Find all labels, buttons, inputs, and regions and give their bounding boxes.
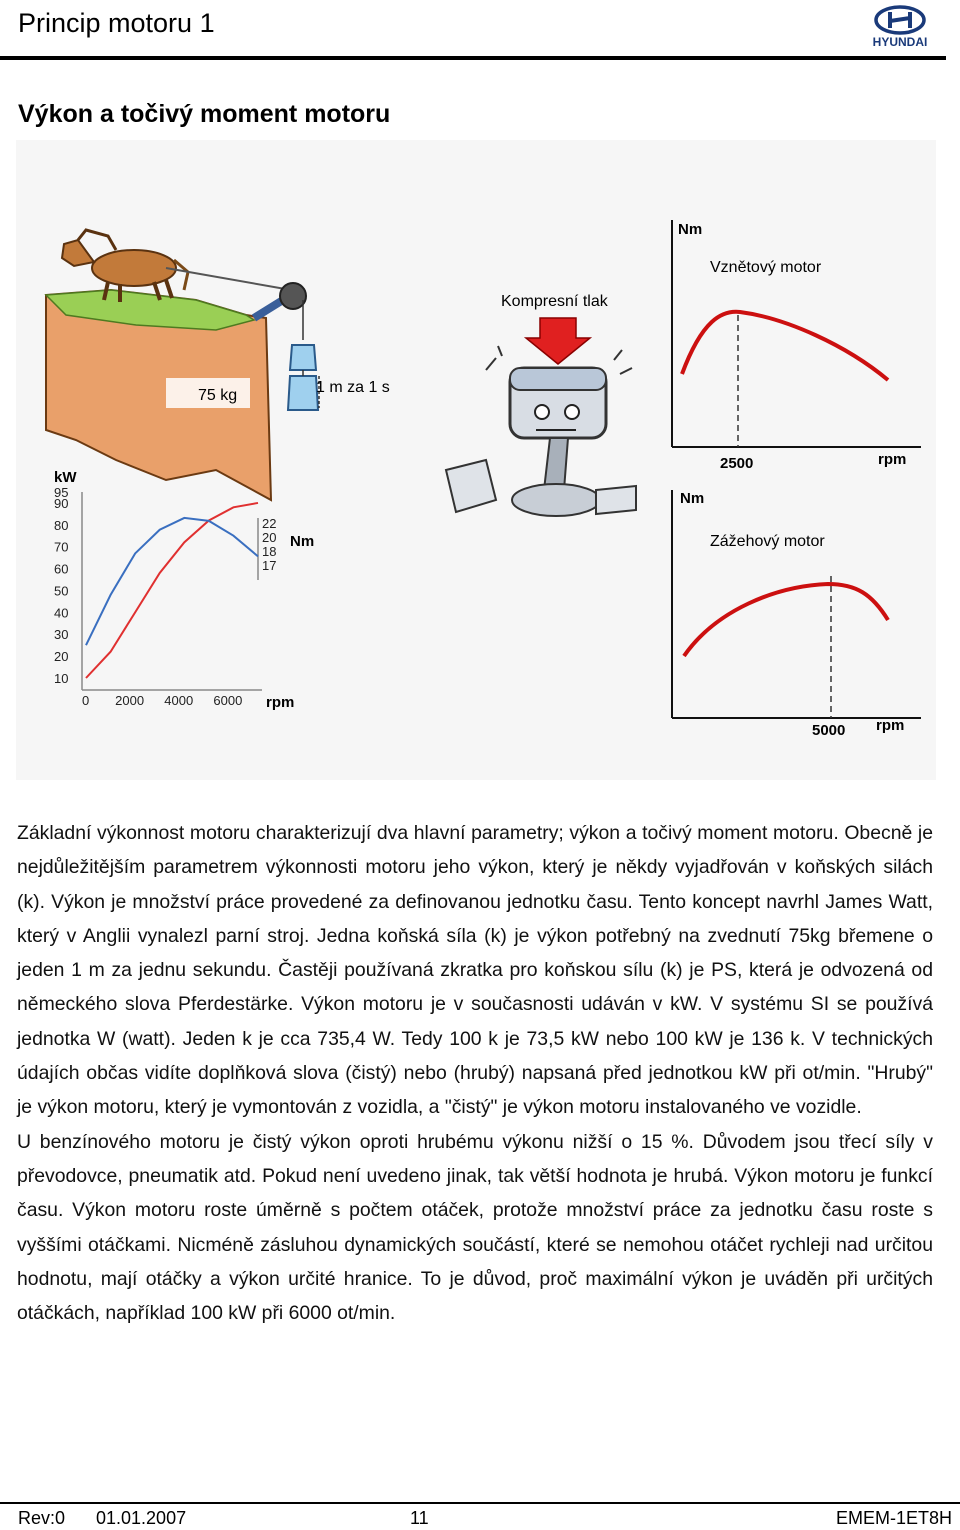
- left-torque-tick: 18: [262, 544, 277, 559]
- section-title: Výkon a točivý moment motoru: [18, 100, 391, 128]
- left-y-tick: 90: [54, 495, 69, 511]
- left-y-tick: 60: [54, 561, 69, 577]
- petrol-title: Zážehový motor: [710, 533, 825, 550]
- petrol-y-unit: Nm: [680, 490, 705, 507]
- left-torque-unit: Nm: [290, 533, 315, 550]
- power-curve: [86, 503, 258, 678]
- engine-figure: [16, 140, 936, 780]
- torque-curve: [86, 518, 258, 645]
- piston-illustration: [446, 293, 636, 516]
- figure-canvas: [16, 140, 936, 780]
- petrol-marker: 5000: [812, 722, 846, 739]
- logo-wordmark: HYUNDAI: [872, 35, 928, 49]
- left-y-tick: 50: [54, 583, 69, 599]
- footer-divider: [0, 1502, 960, 1504]
- left-y-unit: kW: [54, 469, 77, 486]
- left-y-tick: 20: [54, 649, 69, 665]
- left-y-tick: 80: [54, 517, 69, 533]
- body-text: [17, 816, 933, 1330]
- petrol-torque-curve: [684, 584, 888, 656]
- diesel-marker: 2500: [720, 455, 754, 472]
- hyundai-logo: [860, 4, 940, 50]
- left-y-tick: 40: [54, 605, 69, 621]
- header-divider: [0, 56, 946, 60]
- diesel-torque-chart: [672, 220, 921, 472]
- power-torque-chart: [54, 469, 314, 711]
- left-y-tick: 10: [54, 671, 69, 686]
- diesel-y-unit: Nm: [678, 221, 703, 238]
- footer-document-code: EMEM-1ET8H: [835, 1508, 952, 1528]
- left-x-unit: rpm: [266, 694, 295, 711]
- footer-date: 01.01.2007: [96, 1508, 187, 1528]
- header-title: Princip motoru 1: [18, 8, 215, 38]
- left-torque-tick: 17: [262, 558, 277, 573]
- left-x-tick: 2000: [115, 693, 145, 708]
- weight-label: 75 kg: [198, 387, 238, 404]
- left-y-tick: 95: [54, 485, 69, 500]
- lift-label: 1 m za 1 s: [316, 379, 390, 396]
- footer-page-number: 11: [410, 1508, 429, 1528]
- left-x-tick: 0: [82, 693, 90, 708]
- left-x-tick: 4000: [164, 693, 194, 708]
- paragraph-2: U benzínového motoru je čistý výkon oproti hrubému výkonu nižší o 15 %. Důvodem jsou třecí síly v převodovce, pneumatik atd. Pokud není uvedeno jinak, tak větší hodnota je hrubá. Výkon motoru je funkcí času. Výkon motoru roste úměrně s počtem otáček, protože množství práce za jednotku času roste s vyššími otáčkami. Nicméně zásluhou dynamických součástí, které se nemohou otáčet rychleji nad určitou hodnotu, mají otáčky a výkon určité hranice. To je důvod, proč maximální výkon je uváděn při určitých otáčkách, například 100 kW při 6000 ot/min.: [17, 1130, 933, 1325]
- horse-illustration: [46, 230, 390, 500]
- diesel-title: Vznětový motor: [710, 259, 822, 276]
- compression-label: Kompresní tlak: [501, 293, 608, 310]
- footer-revision: Rev:0: [18, 1508, 66, 1528]
- paragraph-1: Základní výkonnost motoru charakterizují dva hlavní parametry; výkon a točivý moment motoru. Obecně je nejdůležitějším parametrem výkonnosti motoru jeho výkon, který je někdy vyjadřován v koňských silách (k). Výkon je množství práce provedené za definovanou jednotku času. Tento koncept navrhl James Watt, který v Anglii vynalezl parní stroj. Jedna koňská síla (k) je výkon potřebný na zvednutí 75kg břemene o jeden 1 m za jednu sekundu. Častěji používaná zkratka pro koňskou sílu (k) je PS, která je odvozená od německého slova Pferdestärke. Výkon motoru je v současnosti udáván v kW. V systému SI se používá jednotka W (watt). Jeden k je cca 735,4 W. Tedy 100 k je 73,5 kW nebo 100 kW je 136 k. V technických údajích občas vidíte doplňková slova (čistý) nebo (hrubý) napsaná před jednotkou kW při ot/min. "Hrubý" je výkon motoru, který je vymontován z vozidla, a "čistý" je výkon motoru instalovaného ve vozidle.: [17, 822, 933, 1119]
- diesel-x-unit: rpm: [878, 451, 907, 468]
- left-torque-tick: 20: [262, 530, 277, 545]
- left-torque-tick: 22: [262, 516, 277, 531]
- left-y-tick: 30: [54, 627, 69, 643]
- left-y-tick: 70: [54, 539, 69, 555]
- diesel-torque-curve: [682, 312, 888, 380]
- left-x-tick: 6000: [213, 693, 243, 708]
- petrol-torque-chart: [672, 490, 921, 739]
- petrol-x-unit: rpm: [876, 717, 905, 734]
